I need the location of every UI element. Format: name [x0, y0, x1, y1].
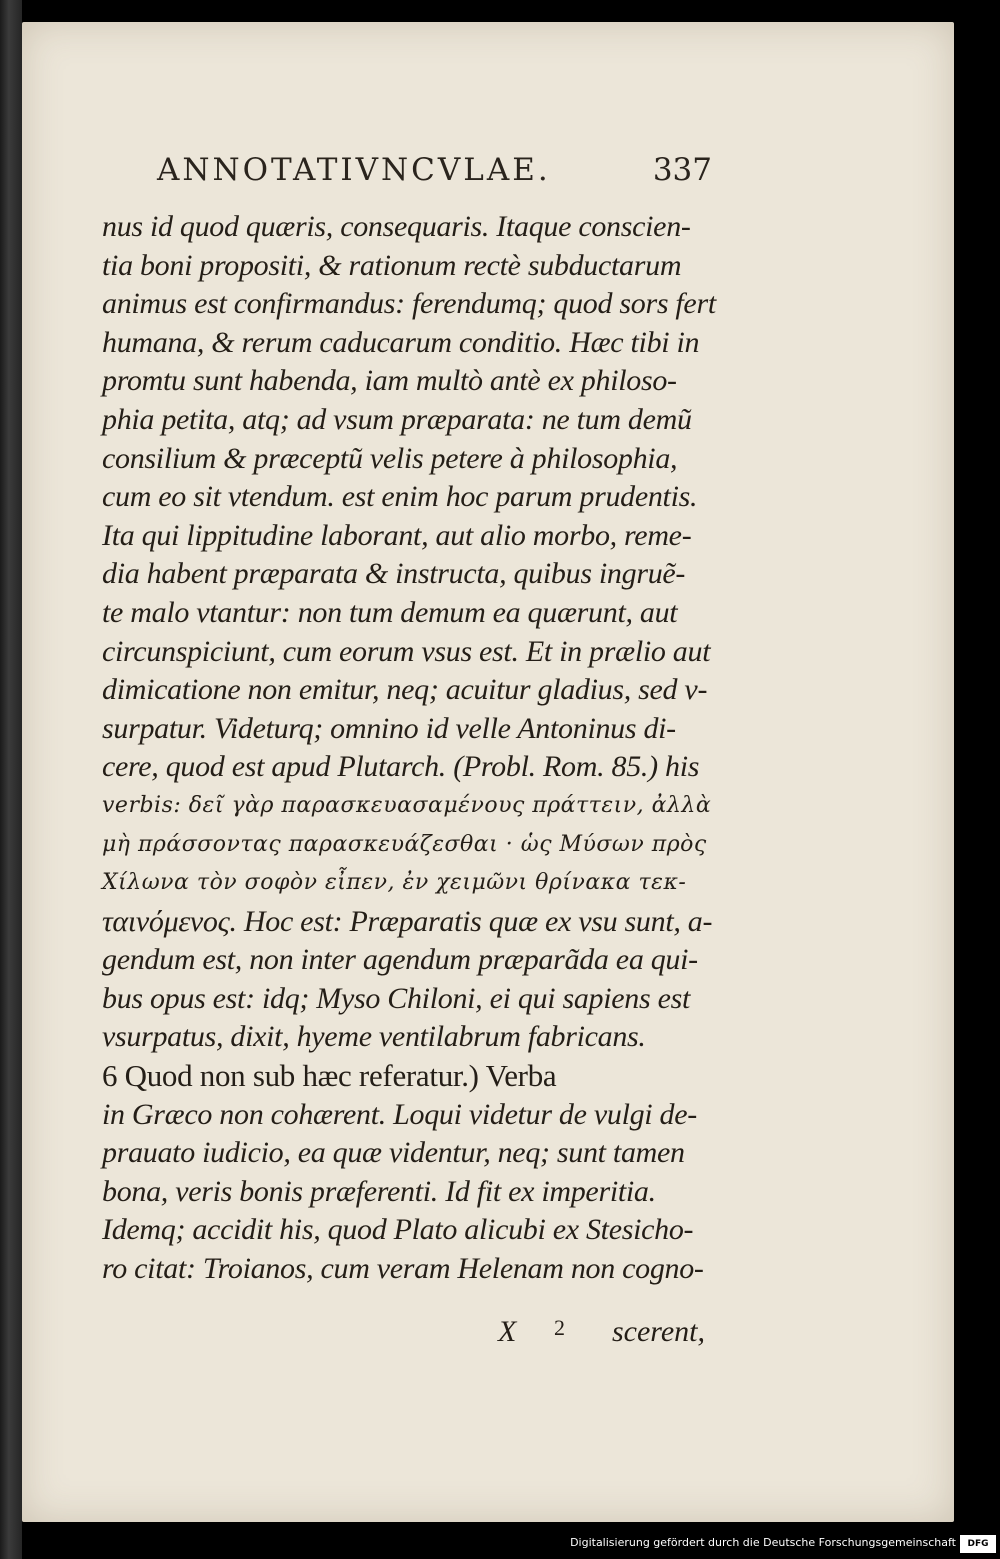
dfg-logo: DFG: [960, 1535, 996, 1553]
text-line: surpatur. Videturq; omnino id velle Antoninus di-: [102, 711, 676, 745]
greek-text-line: μὴ πράσσοντας παρασκευάζεσθαι · ὡς Μύσων πρὸς: [102, 831, 707, 857]
text-line: vsurpatus, dixit, hyeme ventilabrum fabricans.: [102, 1020, 646, 1054]
book-page: [22, 22, 954, 1522]
text-line: nus id quod quæris, consequaris. Itaque conscien-: [102, 210, 691, 243]
text-line: circunspiciunt, cum eorum vsus est. Et in prælio aut: [102, 634, 711, 668]
text-line: cere, quod est apud Plutarch. (Probl. Rom. 85.) his: [102, 750, 700, 784]
digitization-credit: Digitalisierung gefördert durch die Deutsche Forschungsgemeinschaft: [570, 1536, 956, 1549]
signature-number: 2: [554, 1315, 565, 1340]
text-line: dimicatione non emitur, neq; acuitur gladius, sed v-: [102, 673, 708, 707]
text-line: Ita qui lippitudine laborant, aut alio morbo, reme-: [102, 518, 692, 552]
text-line: consilium & præceptũ velis petere à philosophia,: [102, 441, 678, 475]
text-line: te malo vtantur: non tum demum ea quærunt, aut: [102, 595, 678, 629]
greek-text-line: verbis: δεῖ γὰρ παρασκευασαμένους πράττειν, ἀλλὰ: [102, 792, 712, 818]
page-number: 337: [652, 152, 712, 188]
catchword: scerent,: [612, 1315, 706, 1348]
running-head: ANNOTATIVNCVLAE.: [157, 152, 551, 188]
text-line: Idemq; accidit his, quod Plato alicubi ex Stesicho-: [102, 1213, 694, 1247]
text-line: tia boni propositi, & rationum rectè subductarum: [102, 248, 682, 282]
text-line: phia petita, atq; ad vsum præparata: ne tum demũ: [102, 402, 692, 436]
body-text: [102, 208, 722, 1289]
text-line: bona, veris bonis præferenti. Id fit ex imperitia.: [102, 1174, 656, 1208]
page-footer: [498, 1310, 728, 1360]
text-line: ro citat: Troianos, cum veram Helenam non cogno-: [102, 1252, 704, 1286]
text-line: humana, & rerum caducarum conditio. Hæc tibi in: [102, 325, 700, 359]
lemma-line: 6 Quod non sub hæc referatur.) Verba: [102, 1058, 557, 1094]
text-line: dia habent præparata & instructa, quibus ingruẽ-: [102, 557, 686, 591]
page-header: [157, 134, 712, 194]
book-spine-edge: [0, 0, 22, 1559]
text-line: promtu sunt habenda, iam multò antè ex philoso-: [102, 364, 677, 398]
greek-text-line: Χίλωνα τὸν σοφὸν εἶπεν, ἐν χειμῶνι θρίνακα τεκ-: [102, 870, 687, 896]
signature-letter: X: [498, 1315, 517, 1348]
text-line: gendum est, non inter agendum præparãda ea qui-: [102, 943, 698, 977]
text-line: prauato iudicio, ea quæ videntur, neq; sunt tamen: [102, 1136, 685, 1170]
text-line: in Græco non cohærent. Loqui videtur de vulgi de-: [102, 1097, 697, 1131]
text-line: cum eo sit vtendum. est enim hoc parum prudentis.: [102, 480, 698, 514]
text-line: ταινόμενος. Hoc est: Præparatis quæ ex vsu sunt, a-: [102, 904, 713, 938]
text-line: bus opus est: idq; Myso Chiloni, ei qui sapiens est: [102, 981, 690, 1015]
text-line: animus est confirmandus: ferendumq; quod sors fert: [102, 287, 716, 321]
